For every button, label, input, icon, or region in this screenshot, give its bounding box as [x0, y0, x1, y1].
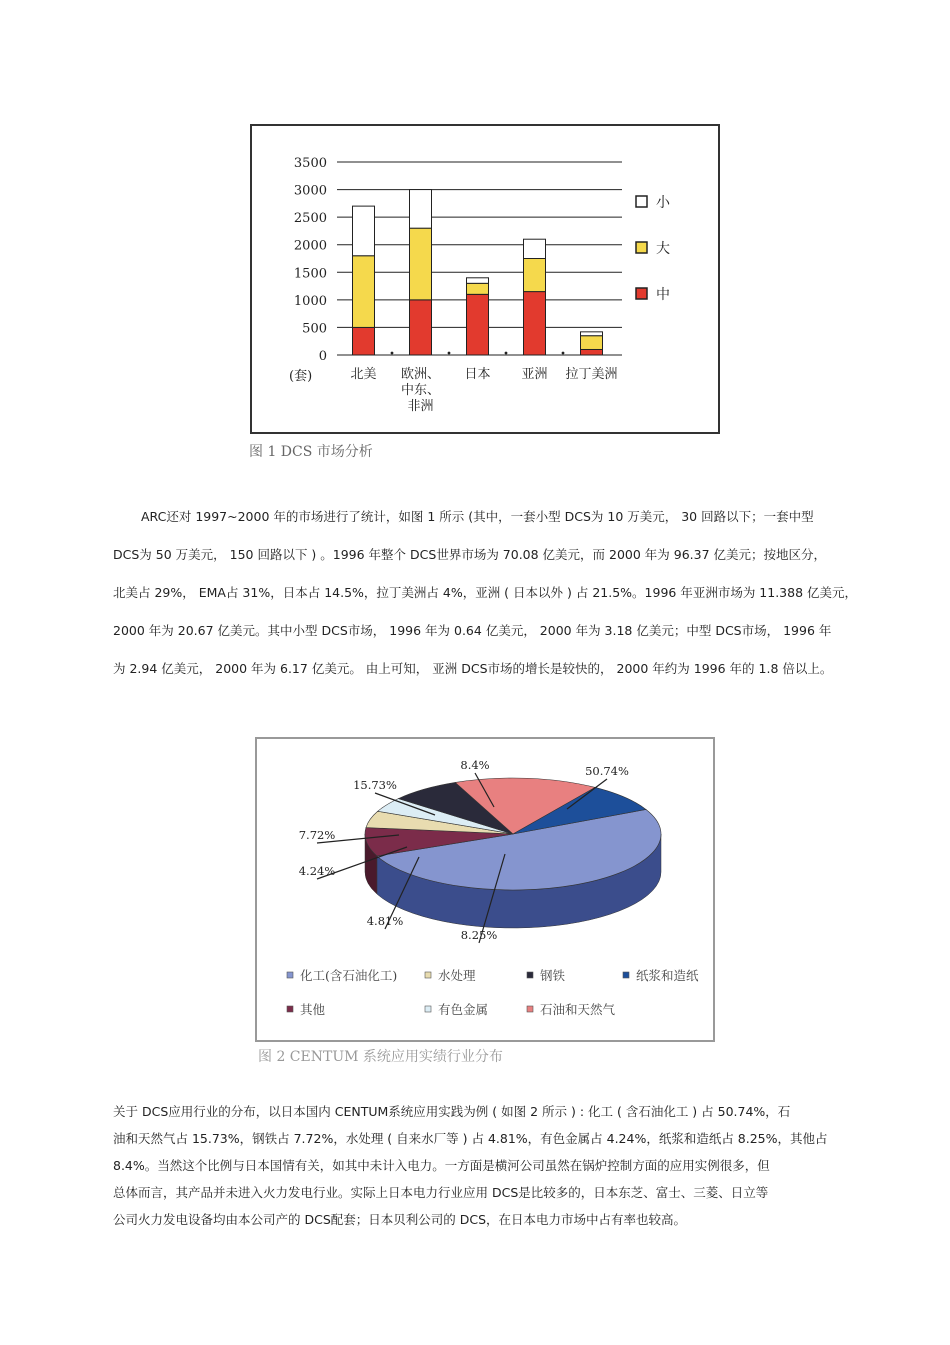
- paragraph-2-line: 公司火力发电设备均由本公司产的 DCS配套；日本贝利公司的 DCS，在日本电力市场中占有率也较高。: [113, 1212, 687, 1227]
- figure-2-caption: 图 2 CENTUM 系统应用实绩行业分布: [258, 1049, 503, 1065]
- legend-swatch: [527, 972, 533, 978]
- y-tick-label: 2500: [293, 211, 327, 227]
- legend-label: 石油和天然气: [540, 1002, 616, 1017]
- bar-segment: [353, 327, 375, 355]
- axis-dot: [505, 352, 508, 355]
- x-tick-label: 北美: [350, 367, 377, 382]
- paragraph-2: [113, 1098, 863, 1233]
- legend-swatch: [636, 288, 647, 299]
- bar-chart: [252, 126, 718, 432]
- y-tick-label: 500: [302, 321, 327, 337]
- legend-label: 纸浆和造纸: [636, 968, 699, 983]
- legend-swatch: [425, 1006, 431, 1012]
- x-tick-label: 日本: [464, 367, 491, 382]
- axis-dot: [448, 352, 451, 355]
- bar-segment: [467, 283, 489, 294]
- slice-label: 50.74%: [585, 764, 629, 778]
- legend-swatch: [425, 972, 431, 978]
- legend-label: 大: [656, 241, 670, 257]
- bar-segment: [524, 239, 546, 258]
- slice-label: 7.72%: [298, 828, 336, 842]
- y-unit-label: (套): [289, 369, 313, 384]
- legend-label: 有色金属: [438, 1002, 489, 1017]
- bar-segment: [467, 294, 489, 355]
- legend-swatch: [287, 1006, 293, 1012]
- bar-segment: [524, 259, 546, 292]
- y-tick-label: 3000: [293, 183, 327, 199]
- bar-segment: [410, 300, 432, 355]
- legend-swatch: [623, 972, 629, 978]
- axis-dot: [562, 352, 565, 355]
- legend-label: 小: [656, 195, 670, 211]
- bar-segment: [524, 292, 546, 355]
- bar-segment: [353, 256, 375, 328]
- figure-1-frame: [250, 124, 720, 434]
- paragraph-1-line: 北美占 29%， EMA占 31%，日本占 14.5%，拉丁美洲占 4%，亚洲 ( 日本以外 ) 占 21.5%。1996 年亚洲市场为 11.388 亿美元，: [113, 585, 858, 600]
- paragraph-1-line: DCS为 50 万美元， 150 回路以下 ) 。1996 年整个 DCS世界市场为 70.08 亿美元，而 2000 年为 96.37 亿美元；按地区分，: [113, 547, 827, 562]
- x-tick-label: 亚洲: [521, 367, 548, 382]
- legend-label: 化工(含石油化工): [300, 968, 398, 983]
- legend-swatch: [636, 242, 647, 253]
- paragraph-1: [113, 498, 863, 688]
- bar-segment: [353, 206, 375, 256]
- paragraph-2-line: 关于 DCS应用行业的分布，以日本国内 CENTUM系统应用实践为例 ( 如图 2 所示 ) : 化工 ( 含石油化工 ) 占 50.74%，石: [113, 1104, 791, 1119]
- slice-label: 4.24%: [298, 864, 336, 878]
- x-tick-label: 中东、: [400, 383, 441, 398]
- figure-2-frame: [255, 737, 715, 1042]
- paragraph-1-line: ARC还对 1997~2000 年的市场进行了统计，如图 1 所示 (其中，一套小型 DCS为 10 万美元， 30 回路以下；一套中型: [141, 509, 814, 524]
- paragraph-2-line: 油和天然气占 15.73%，钢铁占 7.72%，水处理 ( 自来水厂等 ) 占 4.81%，有色金属占 4.24%，纸浆和造纸占 8.25%，其他占: [113, 1131, 828, 1146]
- y-tick-label: 1500: [293, 266, 327, 282]
- bar-segment: [581, 349, 603, 355]
- slice-label: 4.81%: [366, 914, 404, 928]
- legend-label: 水处理: [438, 968, 476, 983]
- bar-segment: [581, 336, 603, 350]
- axis-dot: [391, 352, 394, 355]
- paragraph-2-line: 8.4%。当然这个比例与日本国情有关，如其中未计入电力。一方面是横河公司虽然在锅炉控制方面的应用实例很多，但: [113, 1158, 770, 1173]
- x-tick-label: 拉丁美洲: [565, 367, 618, 382]
- pie-chart: [257, 739, 713, 1040]
- figure-1-caption: 图 1 DCS 市场分析: [249, 444, 373, 460]
- bar-segment: [467, 278, 489, 284]
- bar-segment: [581, 332, 603, 336]
- legend-label: 其他: [300, 1002, 326, 1017]
- y-tick-label: 0: [318, 349, 327, 364]
- x-tick-label: 欧洲、: [400, 367, 441, 382]
- bar-segment: [410, 228, 432, 300]
- legend-label: 钢铁: [540, 968, 566, 983]
- y-tick-label: 1000: [293, 293, 327, 309]
- x-tick-label: 非洲: [407, 399, 434, 414]
- legend-swatch: [527, 1006, 533, 1012]
- paragraph-1-line: 2000 年为 20.67 亿美元。其中小型 DCS市场， 1996 年为 0.64 亿美元， 2000 年为 3.18 亿美元；中型 DCS市场， 1996 年: [113, 623, 832, 638]
- legend-label: 中: [656, 287, 670, 303]
- paragraph-1-line: 为 2.94 亿美元， 2000 年为 6.17 亿美元。 由上可知， 亚洲 DCS市场的增长是较快的， 2000 年约为 1996 年的 1.8 倍以上。: [113, 661, 833, 676]
- legend-swatch: [287, 972, 293, 978]
- y-tick-label: 3500: [293, 156, 327, 171]
- paragraph-2-line: 总体而言，其产品并未进入火力发电行业。实际上日本电力行业应用 DCS是比较多的，日本东芝、富士、三菱、日立等: [113, 1185, 769, 1200]
- bar-segment: [410, 190, 432, 229]
- legend-swatch: [636, 196, 647, 207]
- slice-label: 15.73%: [353, 778, 397, 792]
- y-tick-label: 2000: [293, 238, 327, 254]
- slice-label: 8.4%: [460, 758, 490, 772]
- slice-label: 8.25%: [460, 928, 498, 942]
